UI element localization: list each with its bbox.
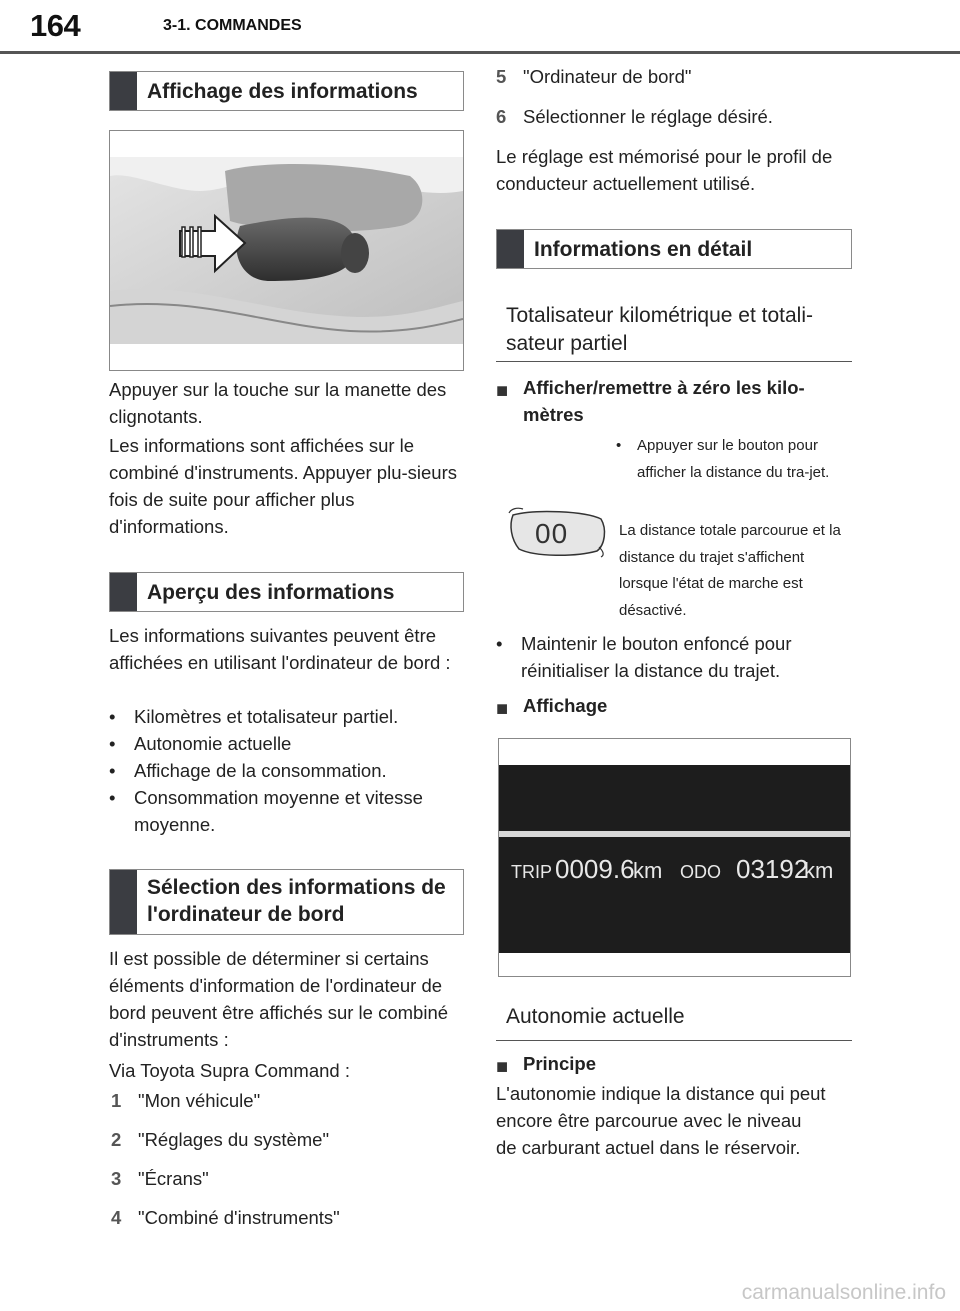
- section-heading-affichage: [109, 71, 464, 111]
- list-item: • Maintenir le bouton enfoncé pour réinitialiser la distance du trajet.: [496, 633, 792, 681]
- subsection-rule: [496, 361, 852, 362]
- paragraph: Le réglage est mémorisé pour le profil de conducteur actuellement utilisé.: [496, 146, 833, 194]
- display-divider: [499, 831, 850, 837]
- trip-label: TRIP: [511, 862, 553, 882]
- subsection-heading: Totalisateur kilométrique et totali-sateur partiel: [506, 304, 813, 355]
- section-heading-text: Informations en détail: [534, 238, 753, 261]
- trip-value: 0009.6: [555, 854, 635, 884]
- odo-unit: km: [804, 858, 834, 883]
- section-tab: [110, 870, 137, 934]
- odo-value: 03192: [736, 854, 809, 884]
- header-rule: [0, 51, 960, 54]
- paragraph: Via Toyota Supra Command :: [109, 1060, 350, 1081]
- section-heading-text: Aperçu des informations: [147, 581, 395, 604]
- section-heading-apercu: [109, 572, 464, 612]
- section-heading-text: Sélection des informations de l'ordinateur de bord: [147, 876, 446, 926]
- trip-button-illustration: [505, 505, 609, 561]
- chapter-title: 3-1. COMMANDES: [163, 17, 302, 34]
- subsection-heading: Autonomie actuelle: [506, 1005, 685, 1028]
- instrument-display: [498, 738, 851, 977]
- paragraph: Appuyer sur la touche sur la manette des clignotants.: [109, 379, 447, 427]
- section-tab: [497, 230, 524, 268]
- page-number: 164: [30, 8, 81, 43]
- paragraph: Les informations suivantes peuvent être affichées en utilisant l'ordinateur de bord :: [109, 625, 451, 673]
- button-label: 00: [535, 518, 569, 549]
- paragraph: Les informations sont affichées sur le combiné d'instruments. Appuyer plu-sieurs fois de suite pour afficher plus d'informations.: [109, 435, 458, 537]
- subsection-rule: [496, 1040, 852, 1041]
- display-top-band: [499, 765, 850, 831]
- paragraph: Il est possible de déterminer si certains éléments d'information de l'ordinateur de bord peuvent être affichés sur le combiné d'instruments :: [109, 948, 449, 1050]
- trip-unit: km: [633, 858, 663, 883]
- section-heading-text: Affichage des informations: [147, 80, 418, 103]
- watermark: carmanualsonline.info: [741, 1281, 946, 1304]
- section-heading-detail: [496, 229, 852, 269]
- odo-label: ODO: [680, 862, 722, 882]
- stalk-illustration: [109, 130, 464, 371]
- list-item: • Consommation moyenne et vitesse moyenne.: [109, 787, 423, 835]
- section-tab: [110, 573, 137, 611]
- stalk-illustration-svg: [110, 131, 463, 370]
- small-paragraph: La distance totale parcourue et la distance du trajet s'affichent lorsque l'état de marche est désactivé.: [619, 522, 841, 619]
- section-heading-selection: [109, 869, 464, 935]
- paragraph: L'autonomie indique la distance qui peut encore être parcourue avec le niveau de carburant actuel dans le réservoir.: [496, 1083, 826, 1158]
- section-tab: [110, 72, 137, 110]
